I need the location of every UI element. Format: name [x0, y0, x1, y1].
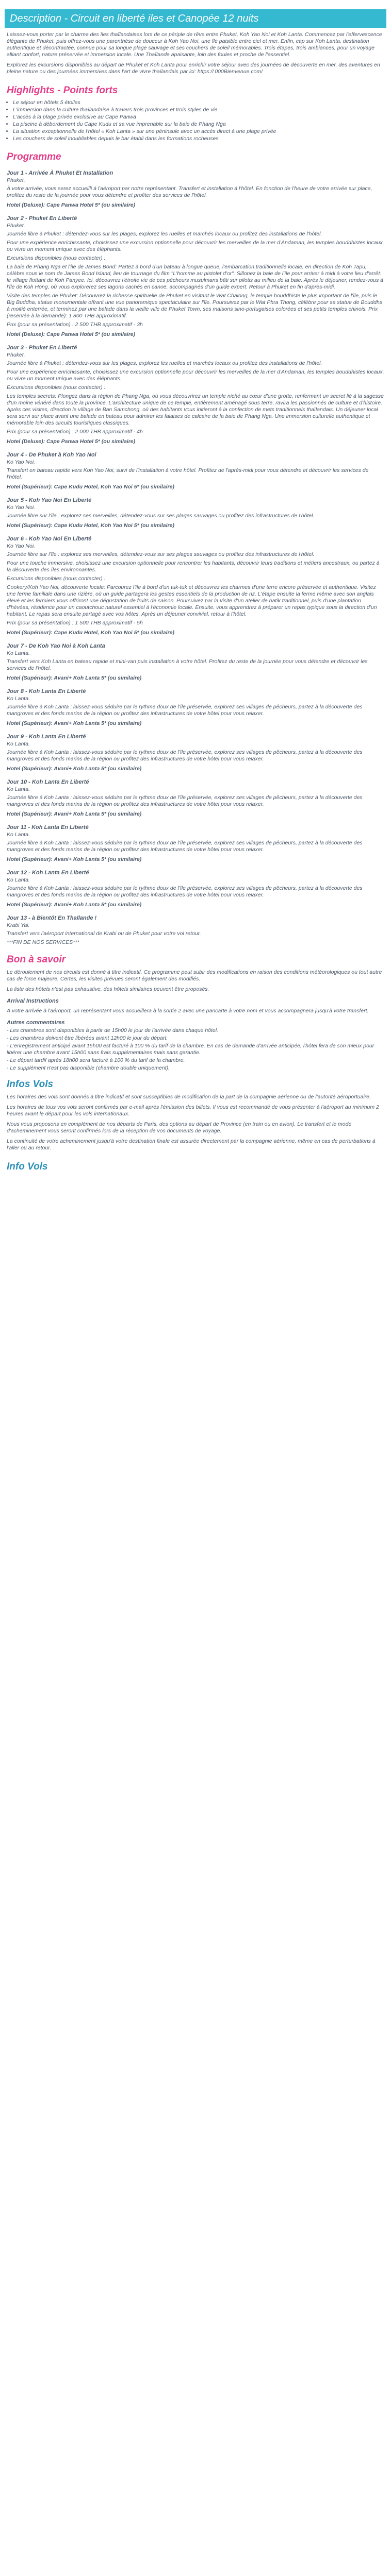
day-title: Jour 11 - Koh Lanta En Liberté: [7, 824, 89, 831]
day-title: Jour 3 - Phuket En Liberté: [7, 345, 77, 351]
infos-vols-paragraph: Les horaires des vols sont donnés à titre indicatif et sont susceptibles de modification de la part de la compagnie aérienne ou de l'autorité aéroportuaire.: [7, 1094, 371, 1100]
day-hotel: Hotel (Supérieur): Cape Kudu Hotel, Koh Yao Noi 5* (ou similaire): [7, 630, 174, 636]
day-paragraph: Les temples secrets: Plongez dans la région de Phang Nga, où vous découvrirez un temple niché au cœur d'une grotte, renfermant un secret lié à la sagesse d'un moine vénéré dans toute la province. L'architecture unique de ce temple, entièrement aménagé sous terre, ravira les passionnés de culture et d'histoire. Après ces visites, direction le village de Ban Samchong, où des habitants vous initieront à la confection de mets traditionnels thaïlandais. Un déjeuner local sera servi sur place avant une balade en bateau pour admirer les falaises de calcaire de la baie de Phang Nga. Une immersion culturelle authentique et mémorable loin des circuits touristiques classiques.: [7, 393, 384, 426]
day-paragraph: Transfert en bateau rapide vers Koh Yao Noi, suivi de l'installation à votre hôtel. Profitez de l'après-midi pour vous détendre et découvrir les services de l'hôtel.: [7, 467, 369, 480]
day-location: Ko Yao Noi.: [7, 504, 36, 511]
day-hotel: Hotel (Supérieur): Avani+ Koh Lanta 5* (ou similaire): [7, 856, 142, 862]
note-item: - L'enregistrement anticipé avant 15h00 est facturé à 100 % du tarif de la chambre. En cas de demande d'arrivée anticipée, l'hôtel fera de son mieux pour libérer une chambre avant 15h00 sans frais supplémentaires mais sans garantie.: [7, 1043, 374, 1056]
day-location: Ko Lanta.: [7, 696, 30, 702]
infos-vols-paragraph: Nous vous proposons en complément de nos départs de Paris, des options au départ de Province (en train ou en avion). Le transfert et le mode d'acheminement vous seront confirmés lors de la réception de vos documents de voyage.: [7, 1121, 352, 1134]
day-paragraph: Journée libre sur l'île : explorez ses merveilles, détendez-vous sur ses plages sauvages ou profitez des infrastructures de l'hôtel.: [7, 551, 315, 557]
infos-vols-paragraph: La continuité de votre acheminement jusqu'à votre destination finale est assurée directement par la compagnie aérienne, même en cas de perturbations à l'aller ou au retour.: [7, 1138, 376, 1151]
day-block: [7, 452, 384, 490]
day-title: Jour 1 - Arrivée À Phuket Et Installation: [7, 170, 113, 176]
intro-paragraph: Laissez-vous porter par le charme des îles thaïlandaises lors de ce périple de rêve entre Phuket, Koh Yao Noi et Koh Lanta. Commencez par l'effervescence élégante de Phuket, puis offrez-vous une parenthèse de douceur à Koh Yao Noi, une île paisible entre ciel et mer. Enfin, cap sur Koh Lanta, destination authentique et décontractée, connue pour sa longue plage sauvage et ses couchers de soleil mémorables. Trois étapes, trois ambiances, pour un voyage alliant confort, nature préservée et immersion locale. Une Thaïlande apaisante, loin des foules et proche de l'essentiel.: [7, 31, 382, 58]
day-hotel: Hotel (Supérieur): Avani+ Koh Lanta 5* (ou similaire): [7, 811, 142, 817]
day-paragraph: Journée libre à Koh Lanta : laissez-vous séduire par le rythme doux de l'île préservée, explorez ses villages de pêcheurs, partez à la découverte des mangroves et des fonds marins de la région ou profitez des infrastructures de votre hôtel pour vous relaxer.: [7, 840, 363, 853]
arrival-heading: Arrival Instructions: [7, 998, 59, 1004]
day-paragraph: Transfert vers l'aéroport international de Krabi ou de Phuket pour votre vol retour.: [7, 930, 201, 937]
intro-section: [5, 31, 386, 75]
day-location: Ko Lanta.: [7, 741, 30, 747]
highlight-item: • Les couchers de soleil inoubliables depuis le bar établi dans les formations rocheuses: [13, 135, 386, 142]
day-title: Jour 13 - à Bientôt En Thaïlande !: [7, 915, 97, 921]
day-title: Jour 12 - Koh Lanta En Liberté: [7, 870, 89, 876]
infos-vols-heading: Infos Vols: [7, 1079, 54, 1090]
day-hotel: Hotel (Supérieur): Cape Kudu Hotel, Koh Yao Noi 5* (ou similaire): [7, 522, 174, 529]
day-block: [7, 497, 384, 529]
day-hotel: Hotel (Deluxe): Cape Panwa Hotel 5* (ou similaire): [7, 438, 136, 445]
day-paragraph: Cookery/Koh Yao Noi, découverte locale: Parcourez l'île à bord d'un tuk-tuk et découvrez les charmes d'une terre encore préservée et authentique. Visitez une ferme familiale dans une rizière, où un guide partagera les gestes essentiels de la production de riz. L'étape ensuite la ferme même avec son anglais élevé et les fermiers vous offriront une dégustation de fruits de saison. Poursuivez par la visite d'un atelier de batik traditionnel, puis d'une plantation d'hévéas, résidence pour un caoutchouc naturel essentiel à l'économie locale. Ensuite, vous apprendrez à préparer un repas typique sous la direction d'un habitant. Le repas sera ensuite partagé avec vos hôtes. Après un déjeuner convivial, retour à l'hôtel.: [7, 584, 377, 617]
day-hotel: Hotel (Deluxe): Cape Panwa Hotel 5* (ou similaire): [7, 331, 136, 337]
note-item: - Le départ tardif après 18h00 sera facturé à 100 % du tarif de la chambre.: [7, 1057, 185, 1063]
day-paragraph: Excursions disponibles (nous contacter) :: [7, 255, 106, 261]
day-paragraph: Prix (pour sa présentation) : 2 000 THB approximatif - 4h: [7, 429, 143, 435]
infos-vols-paragraph: Les horaires de tous vos vols seront confirmés par e-mail après l'émission des billets. Il vous est recommandé de vous présenter à l'aéroport au minimum 2 heures avant le départ pour les vols internationaux.: [7, 1104, 379, 1117]
day-hotel: Hotel (Supérieur): Avani+ Koh Lanta 5* (ou similaire): [7, 902, 142, 908]
highlights-heading: Highlights - Points forts: [7, 85, 118, 96]
day-title: Jour 10 - Koh Lanta En Liberté: [7, 779, 89, 785]
day-block: [7, 870, 384, 908]
page-title: Description - Circuit en liberté iles et Canopée 12 nuits: [5, 9, 386, 28]
notes-list: [5, 1027, 386, 1072]
highlights-list: [13, 99, 386, 142]
day-title: Jour 9 - Koh Lanta En Liberté: [7, 734, 86, 740]
day-hotel: Hotel (Supérieur): Avani+ Koh Lanta 5* (ou similaire): [7, 766, 142, 772]
notes-heading: Autres commentaires: [7, 1020, 65, 1026]
day-block: [7, 215, 384, 337]
days-list: [5, 170, 386, 946]
highlight-item: • L'accès à la plage privée exclusive au Cape Panwa: [13, 114, 386, 121]
arrival-text: À votre arrivée à l'aéroport, un représentant vous accueillera à la sortie 2 avec une pancarte à votre nom et vous accompagnera jusqu'à votre transfert.: [7, 1008, 369, 1014]
day-paragraph: Pour une touche immersive, choisissez une excursion optionnelle pour rencontrer les habitants, découvrir leurs traditions et métiers ancestraux, ou partez à la découverte des îles environnantes.: [7, 560, 380, 573]
day-title: Jour 2 - Phuket En Liberté: [7, 215, 77, 222]
day-hotel: Hotel (Supérieur): Cape Kudu Hotel, Koh Yao Noi 5* (ou similaire): [7, 484, 174, 490]
day-location: Ko Yao Noi.: [7, 543, 36, 549]
note-item: - Le supplément n'est pas disponible (chambre double uniquement).: [7, 1065, 170, 1071]
day-location: Ko Yao Noi.: [7, 459, 36, 465]
note-item: - Les chambres doivent être libérées avant 12h00 le jour du départ.: [7, 1035, 168, 1041]
bon-a-savoir-paragraphs: [5, 969, 386, 993]
day-block: [7, 643, 384, 681]
day-location: Ko Lanta.: [7, 832, 30, 838]
day-paragraph: Journée libre à Phuket : détendez-vous sur les plages, explorez les ruelles et marchés locaux ou profitez des installations de l'hôtel.: [7, 231, 322, 237]
day-block: [7, 536, 384, 636]
bon-a-savoir-paragraph: Le déroulement de nos circuits est donné à titre indicatif. Ce programme peut subir des modifications en raison des conditions météorologiques ou tout autre cas de force majeure. Certes, les visites prévues seront également des modifiés.: [7, 969, 382, 982]
day-paragraph: La baie de Phang Nga et l'île de James Bond: Partez à bord d'un bateau à longue queue, l'embarcation traditionnelle locale, en direction de Koh Tapu, célèbre sous le nom de James Bond Island, lieu de tournage du film "L'homme au pistolet d'or". Sillonez la baie de l'île pour arriver à midi à votre lieu d'arrêt: le village flottant de Koh Panyee. Ici, découvrez l'étroite vie de ces pêcheurs musulmans bâti sur pilotis au milieu de la baie. Après le déjeuner, rendez-vous à l'île de Koh Hong, où vous explorerez ses lagons cachés en canoë, accompagnés d'un guide expert. Retour à Phuket en fin d'après-midi.: [7, 264, 384, 290]
day-paragraph: Journée libre à Koh Lanta : laissez-vous séduire par le rythme doux de l'île préservée, explorez ses villages de pêcheurs, partez à la découverte des mangroves et des fonds marins de la région ou profitez des infrastructures de votre hôtel pour vous relaxer.: [7, 885, 363, 898]
highlight-item: • L'immersion dans la culture thaïlandaise à travers trois provinces et trois styles de vie: [13, 107, 386, 113]
day-title: Jour 8 - Koh Lanta En Liberté: [7, 688, 86, 694]
highlight-item: • La piscine à débordement du Cape Kudu et sa vue imprenable sur la baie de Phang Nga: [13, 121, 386, 128]
day-paragraph: Prix (pour sa présentation) : 1 500 THB approximatif - 5h: [7, 620, 143, 626]
day-paragraph: Prix (pour sa présentation) : 2 500 THB approximatif - 3h: [7, 321, 143, 328]
day-location: Ko Lanta.: [7, 786, 30, 792]
day-paragraph: Visite des temples de Phuket: Découvrez la richesse spirituelle de Phuket en visitant le Wat Chalong, le temple bouddhiste le plus important de l'île, puis le Big Buddha, statue monumentale offrant une vue panoramique spectaculaire sur l'île. Poursuivez par le Wat Phra Thong, célèbre pour sa statue de Bouddha à moitié enterrée, et terminez par une balade dans la vieille ville de Phuket Town, ses maisons sino-portugaises colorées et ses petits temples chinois. Prix (reservée à la demande): 1 800 THB approximatif.: [7, 293, 383, 319]
day-block: [7, 345, 384, 445]
day-block: [7, 915, 384, 946]
day-block: [7, 824, 384, 862]
day-location: Phuket.: [7, 177, 25, 183]
day-paragraph: Journée libre à Koh Lanta : laissez-vous séduire par le rythme doux de l'île préservée, explorez ses villages de pêcheurs, partez à la découverte des mangroves et des fonds marins de la région ou profitez des infrastructures de votre hôtel pour vous relaxer.: [7, 749, 363, 762]
day-paragraph: Journée libre sur l'île : explorez ses merveilles, détendez-vous sur ses plages sauvages ou profitez des infrastructures de l'hôtel.: [7, 513, 315, 519]
day-block: [7, 779, 384, 817]
day-hotel: Hotel (Supérieur): Avani+ Koh Lanta 5* (ou similaire): [7, 720, 142, 726]
day-location: Ko Lanta.: [7, 650, 30, 656]
day-block: [7, 170, 384, 208]
bon-a-savoir-paragraph: La liste des hôtels n'est pas exhaustive, des hôtels similaires peuvent être proposés.: [7, 986, 209, 992]
day-block: [7, 688, 384, 726]
day-paragraph: Journée libre à Koh Lanta : laissez-vous séduire par le rythme doux de l'île préservée, explorez ses villages de pêcheurs, partez à la découverte des mangroves et des fonds marins de la région ou profitez des infrastructures de votre hôtel pour vous relaxer.: [7, 794, 363, 807]
day-location: Phuket.: [7, 352, 25, 358]
day-title: Jour 7 - De Koh Yao Noi à Koh Lanta: [7, 643, 105, 649]
day-block: [7, 734, 384, 772]
day-hotel: Hotel (Supérieur): Avani+ Koh Lanta 5* (ou similaire): [7, 675, 142, 681]
day-paragraph: ***FIN DE NOS SERVICES***: [7, 939, 79, 945]
day-paragraph: Journée libre à Phuket : détendez-vous sur les plages, explorez les ruelles et marchés locaux ou profitez des installations de l'hôtel.: [7, 360, 322, 366]
day-paragraph: À votre arrivée, vous serez accueilli à l'aéroport par notre représentant. Transfert et installation à l'hôtel. En fonction de l'heure de votre arrivée sur place, profitez du reste de la journée pour vous détendre et profiter des services de l'hôtel.: [7, 185, 372, 198]
highlight-item: • La situation exceptionnelle de l'hôtel « Koh Lanta » sur une péninsule avec un accès direct à une plage privée: [13, 128, 386, 135]
day-hotel: Hotel (Deluxe): Cape Panwa Hotel 5* (ou similaire): [7, 202, 136, 208]
day-paragraph: Excursions disponibles (nous contacter) :: [7, 384, 106, 391]
programme-heading: Programme: [7, 151, 61, 162]
day-title: Jour 6 - Koh Yao Noi En Liberté: [7, 536, 92, 542]
day-paragraph: Pour une expérience enrichissante, choisissez une excursion optionnelle pour découvrir les merveilles de la mer d'Andaman, les temples bouddhistes locaux, ou vivre un moment unique avec des éléphants.: [7, 240, 384, 252]
day-title: Jour 5 - Koh Yao Noi En Liberté: [7, 497, 92, 503]
intro-paragraph: Explorez les excursions disponibles au départ de Phuket et Koh Lanta pour enrichir votre séjour avec des journées de découverte en mer, des aventures en pleine nature ou des journées immersives dans l'art de vivre thaïlandais par ici: https:// 000Bienvenue.com/: [7, 62, 380, 75]
day-location: Phuket.: [7, 223, 25, 229]
note-item: - Les chambres sont disponibles à partir de 15h00 le jour de l'arrivée dans chaque hôtel.: [7, 1027, 219, 1033]
day-title: Jour 4 - De Phuket à Koh Yao Noi: [7, 452, 96, 458]
day-paragraph: Pour une expérience enrichissante, choisissez une excursion optionnelle pour découvrir les merveilles de la mer d'Andaman, les temples bouddhistes locaux, ou vivre un moment unique avec des éléphants.: [7, 369, 384, 382]
highlight-item: • Le séjour en hôtels 5 étoiles: [13, 99, 386, 106]
page: [5, 9, 386, 1173]
infos-vols-footer-heading: Info Vols: [7, 1161, 48, 1172]
day-location: Ko Lanta.: [7, 877, 30, 883]
day-paragraph: Transfert vers Koh Lanta en bateau rapide et mini-van puis installation à votre hôtel. Profitez du reste de la journée pour vous détendre et découvrir les services de l'hôtel.: [7, 658, 368, 671]
day-paragraph: Journée libre à Koh Lanta : laissez-vous séduire par le rythme doux de l'île préservée, explorez ses villages de pêcheurs, partez à la découverte des mangroves et des fonds marins de la région ou profitez des infrastructures de votre hôtel pour vous relaxer.: [7, 704, 363, 717]
infos-vols-paragraphs: [5, 1094, 386, 1151]
day-location: Krabi Yai.: [7, 922, 30, 928]
bon-a-savoir-heading: Bon à savoir: [7, 954, 66, 965]
day-paragraph: Excursions disponibles (nous contacter) :: [7, 575, 106, 582]
